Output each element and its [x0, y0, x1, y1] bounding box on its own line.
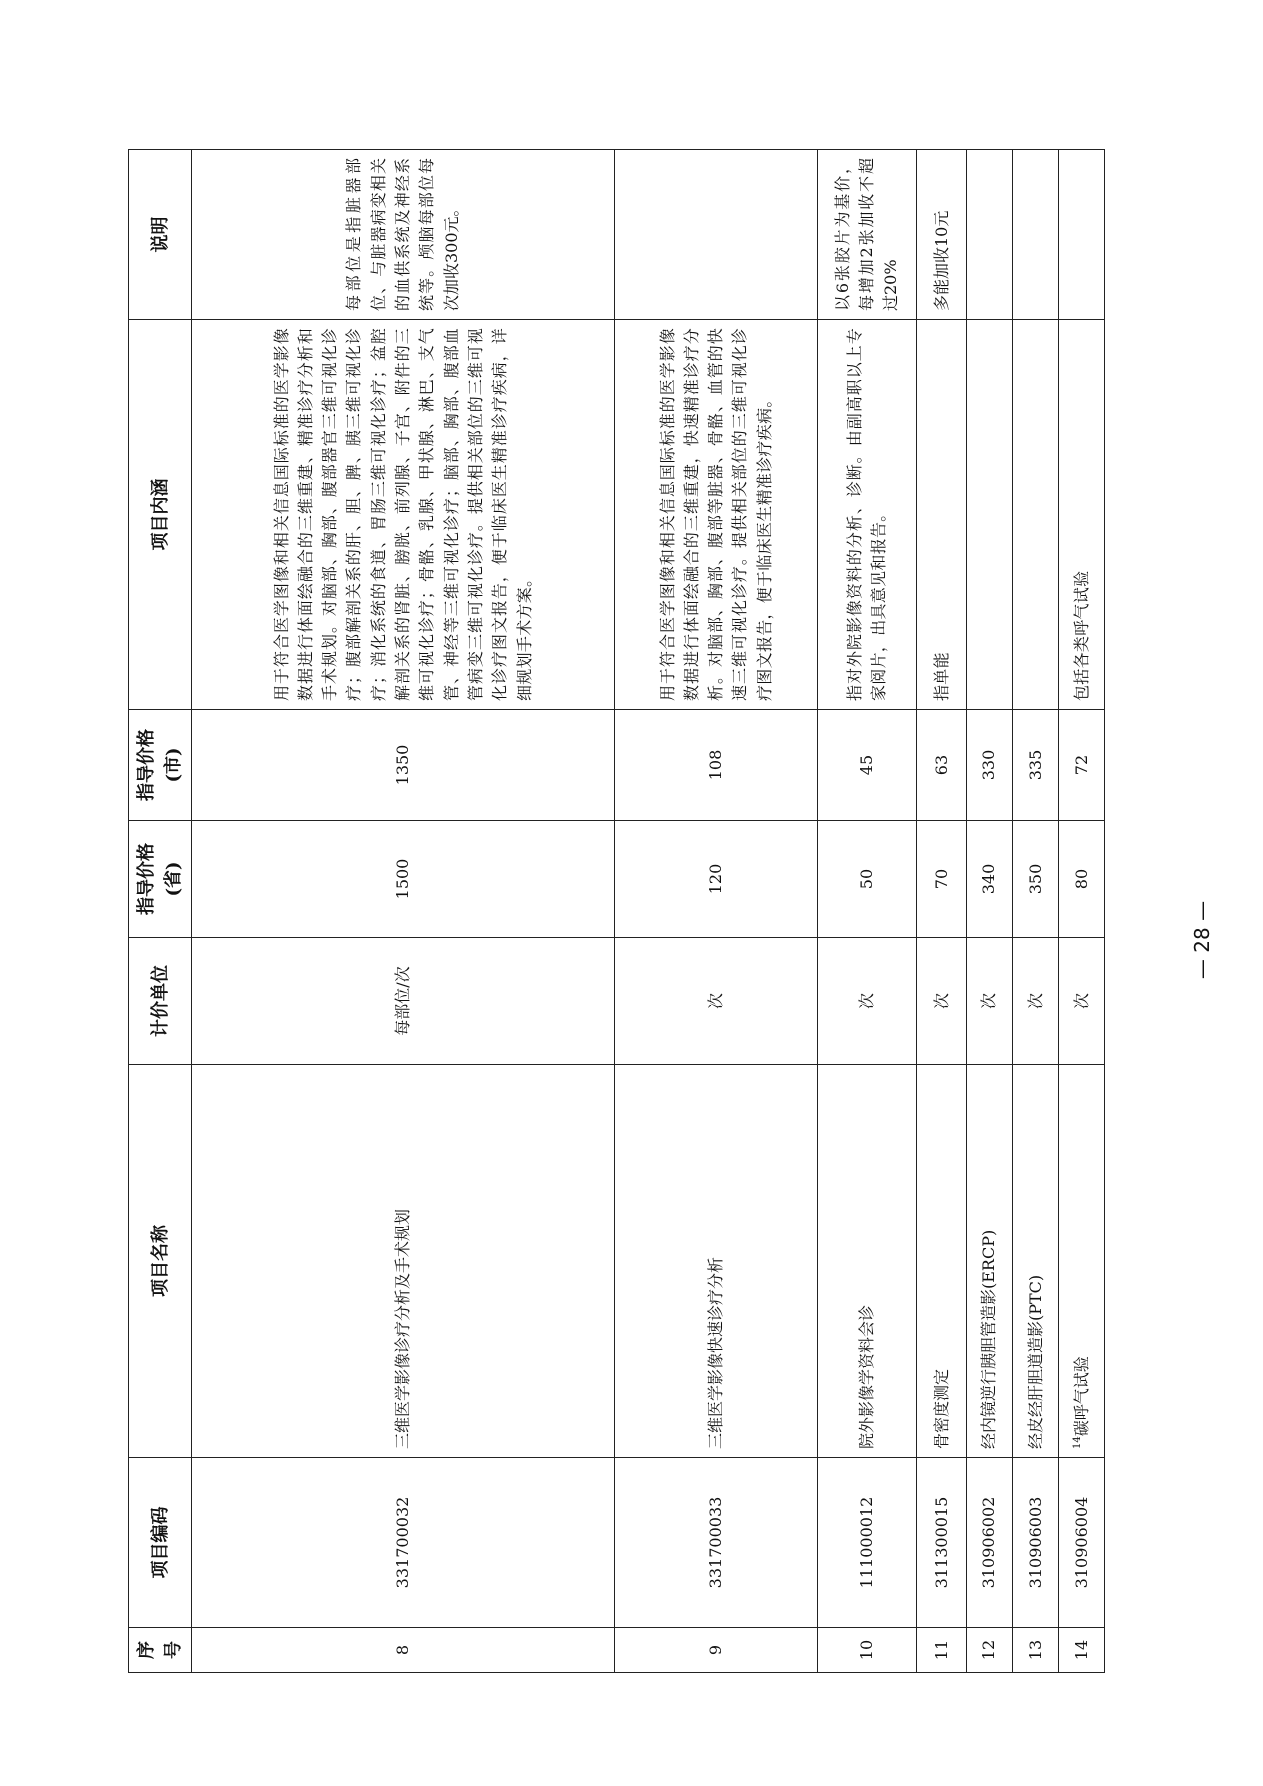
cell-unit: 每部位/次	[192, 938, 615, 1065]
cell-name: 经皮经肝胆道造影(PTC)	[1012, 1065, 1059, 1458]
cell-seq: 11	[917, 1628, 967, 1673]
cell-seq: 12	[967, 1628, 1013, 1673]
cell-content: 用于符合医学图像和相关信息国际标准的医学影像数据进行体面绘融合的三维重建，快速精准诊疗分析。对脑部、胸部、腹部等脏器、骨骼、血管的快速三维可视化诊疗。提供相关部位的三维可视化诊疗图文报告，便于临床医生精准诊疗疾病。	[615, 320, 818, 710]
cell-code: 331700032	[192, 1458, 615, 1628]
cell-code: 111000012	[818, 1458, 917, 1628]
cell-seq: 8	[192, 1628, 615, 1673]
header-name: 项目名称	[129, 1065, 192, 1458]
cell-content: 指对外院影像资料的分析、诊断。由副高职以上专家阅片，出具意见和报告。	[818, 320, 917, 710]
cell-note	[1012, 150, 1059, 320]
cell-note: 多能加收10元	[917, 150, 967, 320]
header-content: 项目内涵	[129, 320, 192, 710]
table-row	[967, 150, 1013, 1673]
cell-content: 包括各类呼气试验	[1059, 320, 1105, 710]
cell-price-city: 108	[615, 710, 818, 821]
cell-price-province: 120	[615, 821, 818, 938]
cell-price-city: 45	[818, 710, 917, 821]
cell-code: 310906003	[1012, 1458, 1059, 1628]
cell-price-province: 1500	[192, 821, 615, 938]
cell-unit: 次	[917, 938, 967, 1065]
rotated-table-page	[128, 150, 1105, 1673]
cell-note	[967, 150, 1013, 320]
cell-seq: 9	[615, 1628, 818, 1673]
cell-content: 指单能	[917, 320, 967, 710]
cell-price-city: 72	[1059, 710, 1105, 821]
table-row	[917, 150, 967, 1673]
cell-price-city: 1350	[192, 710, 615, 821]
header-note: 说明	[129, 150, 192, 320]
header-seq: 序号	[129, 1628, 192, 1673]
cell-seq: 14	[1059, 1628, 1105, 1673]
cell-price-province: 350	[1012, 821, 1059, 938]
cell-note	[1059, 150, 1105, 320]
cell-name: 三维医学影像诊疗分析及手术规划	[192, 1065, 615, 1458]
cell-price-province: 50	[818, 821, 917, 938]
cell-price-province: 80	[1059, 821, 1105, 938]
page-number: — 28 —	[1190, 900, 1215, 980]
table-row	[1059, 150, 1105, 1673]
cell-name: 经内镜逆行胰胆管造影(ERCP)	[967, 1065, 1013, 1458]
cell-unit: 次	[615, 938, 818, 1065]
header-code: 项目编码	[129, 1458, 192, 1628]
cell-code: 310906002	[967, 1458, 1013, 1628]
cell-price-city: 335	[1012, 710, 1059, 821]
header-unit: 计价单位	[129, 938, 192, 1065]
cell-content	[967, 320, 1013, 710]
price-table	[128, 149, 1105, 1673]
cell-code: 311300015	[917, 1458, 967, 1628]
superscript: 14	[1071, 1436, 1083, 1449]
cell-price-province: 70	[917, 821, 967, 938]
cell-seq: 13	[1012, 1628, 1059, 1673]
table-row	[192, 150, 615, 1673]
cell-unit: 次	[967, 938, 1013, 1065]
cell-unit: 次	[818, 938, 917, 1065]
cell-name: 骨密度测定	[917, 1065, 967, 1458]
table-row	[615, 150, 818, 1673]
cell-note: 以6张胶片为基价，每增加2张加收不超过20%	[818, 150, 917, 320]
cell-price-city: 330	[967, 710, 1013, 821]
cell-content: 用于符合医学图像和相关信息国际标准的医学影像数据进行体面绘融合的三维重建、精准诊疗分析和手术规划。对脑部、胸部、腹部器官三维可视化诊疗；腹部解剖关系的肝、胆、脾、胰三维可视化诊疗；消化系统的食道、胃肠三维可视化诊疗；盆腔解剖关系的肾脏、膀胱、前列腺、子宫、附件的三维可视化诊疗；骨骼、乳腺、甲状腺、淋巴、支气管、神经等三维可视化诊疗；脑部、胸部、腹部血管病变三维可视化诊疗。提供相关部位的三维可视化诊疗图文报告，便于临床医生精准诊疗疾病，详细规划手术方案。	[192, 320, 615, 710]
cell-content	[1012, 320, 1059, 710]
cell-name: $^{14}$碳呼气试验	[1059, 1065, 1105, 1458]
cell-unit: 次	[1059, 938, 1105, 1065]
cell-note	[615, 150, 818, 320]
cell-note: 每部位是指脏器部位、与脏器病变相关的血供系统及神经系统等。颅脑每部位每次加收300元。	[192, 150, 615, 320]
header-row	[129, 150, 192, 1673]
cell-seq: 10	[818, 1628, 917, 1673]
cell-price-city: 63	[917, 710, 967, 821]
table-row	[818, 150, 917, 1673]
header-price-province: 指导价格 (省)	[129, 821, 192, 938]
cell-price-province: 340	[967, 821, 1013, 938]
table-row	[1012, 150, 1059, 1673]
cell-name: 三维医学影像快速诊疗分析	[615, 1065, 818, 1458]
cell-unit: 次	[1012, 938, 1059, 1065]
cell-code: 331700033	[615, 1458, 818, 1628]
cell-code: 310906004	[1059, 1458, 1105, 1628]
header-price-city: 指导价格 (市)	[129, 710, 192, 821]
cell-name: 院外影像学资料会诊	[818, 1065, 917, 1458]
